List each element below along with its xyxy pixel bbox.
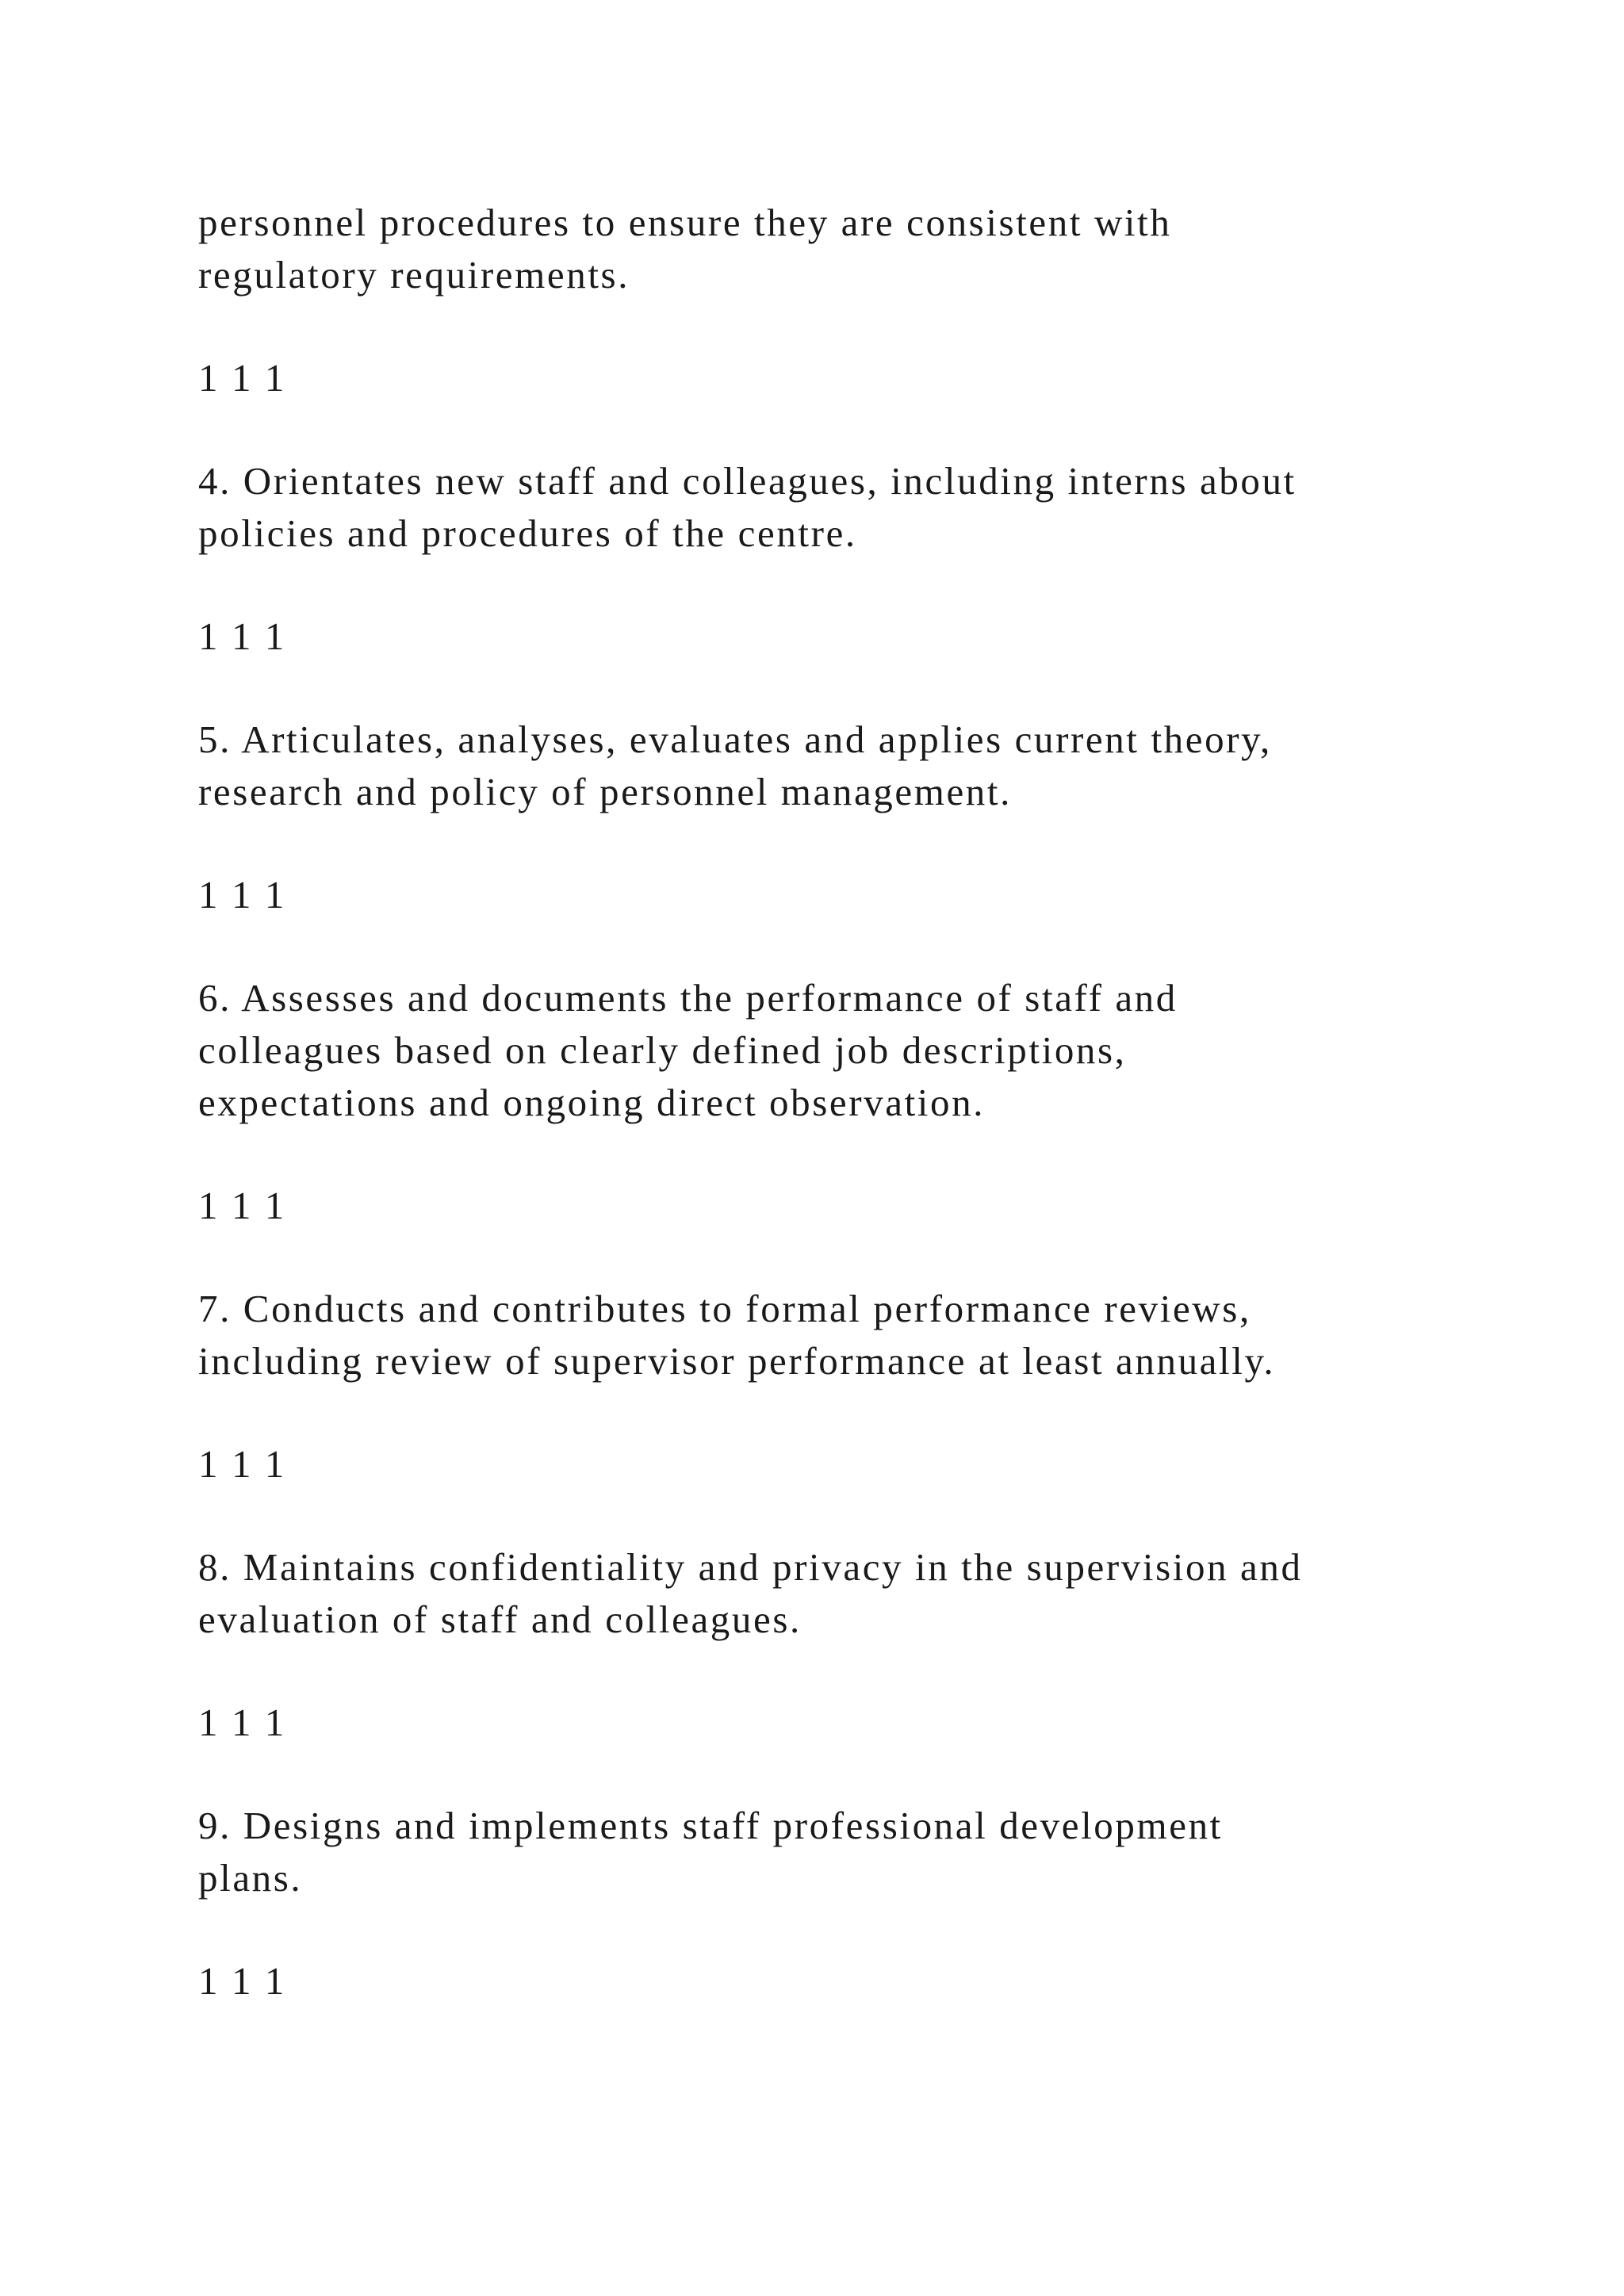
text-line: 9. Designs and implements staff professional development (198, 1804, 1223, 1847)
criterion-block (198, 1800, 1499, 2007)
text-line: expectations and ongoing direct observation. (198, 1081, 986, 1124)
rating-value: 1 1 1 (198, 1701, 286, 1744)
text-line: 7. Conducts and contributes to formal performance reviews, (198, 1287, 1251, 1330)
rating-value: 1 1 1 (198, 1442, 286, 1486)
text-line: plans. (198, 1856, 303, 1900)
text-line: policies and procedures of the centre. (198, 511, 857, 555)
document-body (198, 197, 1499, 2007)
rating-value: 1 1 1 (198, 873, 286, 916)
text-line: research and policy of personnel management. (198, 770, 1012, 813)
criterion-block (198, 1541, 1499, 1800)
criterion-block (198, 455, 1499, 714)
criterion-text (198, 197, 1499, 301)
criterion-block (198, 714, 1499, 972)
text-line: colleagues based on clearly defined job descriptions, (198, 1028, 1127, 1072)
text-line: evaluation of staff and colleagues. (198, 1598, 802, 1641)
rating-value: 1 1 1 (198, 356, 286, 400)
criterion-text (198, 714, 1499, 818)
rating-value: 1 1 1 (198, 1959, 286, 2003)
text-line: 4. Orientates new staff and colleagues, including interns about (198, 459, 1297, 503)
text-line: 8. Maintains confidentiality and privacy in the supervision and (198, 1545, 1303, 1589)
criterion-block (198, 197, 1499, 455)
rating-value: 1 1 1 (198, 614, 286, 658)
criterion-text (198, 455, 1499, 560)
text-line: personnel procedures to ensure they are consistent with (198, 201, 1172, 244)
text-line: including review of supervisor performance at least annually. (198, 1339, 1276, 1383)
criterion-text (198, 1541, 1499, 1646)
criterion-text (198, 1800, 1499, 1904)
rating-value: 1 1 1 (198, 1184, 286, 1227)
text-line: 6. Assesses and documents the performance of staff and (198, 976, 1178, 1020)
criterion-block (198, 972, 1499, 1283)
text-line: regulatory requirements. (198, 253, 630, 297)
criterion-block (198, 1283, 1499, 1541)
criterion-text (198, 1283, 1499, 1387)
text-line: 5. Articulates, analyses, evaluates and applies current theory, (198, 718, 1272, 761)
criterion-text (198, 972, 1499, 1129)
